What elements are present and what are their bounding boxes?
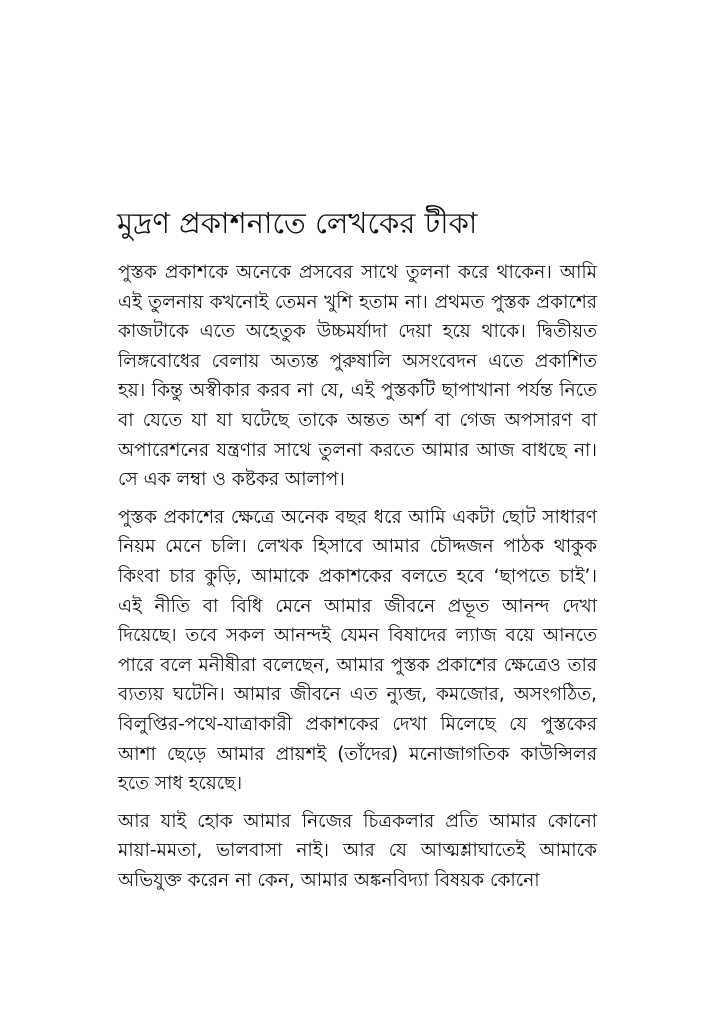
chapter-title: মুদ্রণ প্রকাশনাতে লেখকের টীকা — [117, 206, 478, 240]
paragraph-3: আর যাই হোক আমার নিজের চিত্রকলার প্রতি আমার কোনো মায়া-মমতা, ভালবাসা নাই। আর যে আত্মশ্লাঘাতেই আমাকে অভিযুক্ত করেন না কেন, আমার অঙ্কনবিদ্যা বিষয়ক কোনো — [118, 810, 597, 891]
paragraph-1: পুস্তক প্রকাশকে অনেকে প্রসবের সাথে তুলনা করে থাকেন। আমি এই তুলনায় কখনোই তেমন খুশি হতাম না। প্রথমত পুস্তক প্রকাশের কাজটাকে এতে অহেতুক উচ্চমর্যাদা দেয়া হয়ে থাকে। দ্বিতীয়ত লিঙ্গবোধের বেলায় অত্যন্ত পুরুষালি অসংবেদন এতে প্রকাশিত হয়। কিন্তু অস্বীকার করব না যে, এই পুস্তকটি ছাপাখানা পর্যন্ত নিতে বা যেতে যা যা ঘটেছে তাকে অন্তত অর্শ বা গেজ অপসারণ বা অপারেশনের যন্ত্রণার সাথে তুলনা করতে আমার আজ বাধছে না। সে এক লম্বা ও কষ্টকর আলাপ। — [118, 262, 597, 491]
paragraph-2: পুস্তক প্রকাশের ক্ষেত্রে অনেক বছর ধরে আমি একটা ছোট সাধারণ নিয়ম মেনে চলি। লেখক হিসাবে আমার চৌদ্দজন পাঠক থাকুক কিংবা চার কুড়ি, আমাকে প্রকাশকের বলতে হবে ‘ছাপতে চাই’। এই নীতি বা বিধি মেনে আমার জীবনে প্রভূত আনন্দ দেখা দিয়েছে। তবে সকল আনন্দই যেমন বিষাদের ল্যাজ বয়ে আনতে পারে বলে মনীষীরা বলেছেন, আমার পুস্তক প্রকাশের ক্ষেত্রেও তার ব্যত্যয় ঘটেনি। আমার জীবনে এত ন্যুব্জ, কমজোর, অসংগঠিত, বিলুপ্তির-পথে-যাত্রাকারী প্রকাশকের দেখা মিলেছে যে পুস্তকের আশা ছেড়ে আমার প্রায়শই (তাঁদের) মনোজাগতিক কাউন্সিলর হতে সাধ হয়েছে। — [118, 506, 597, 795]
body-text — [118, 258, 597, 903]
